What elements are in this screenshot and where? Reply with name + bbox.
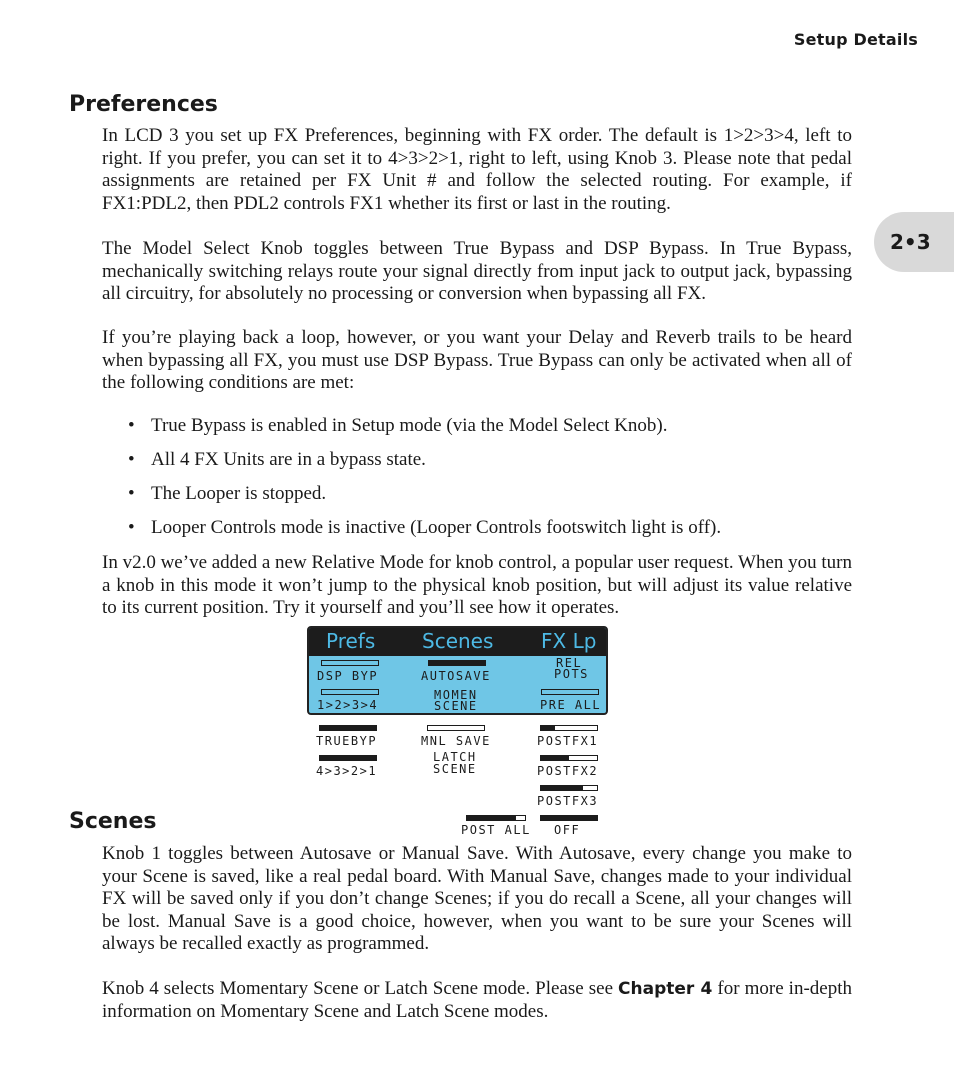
scenes-p2-rest: for more in-depth information on Momentary Scene and Latch Scene modes.	[102, 978, 852, 1022]
alt-postfx1: POSTFX1	[537, 734, 599, 748]
postfx2-fill	[541, 756, 569, 760]
lcd-tab-scenes: Scenes	[422, 629, 494, 653]
pref-paragraph-3: If you’re playing back a loop, however, or you want your Delay and Reverb trails to be heard when bypassing all FX, you must use DSP Bypass. True Bypass can only be activated when all of the following conditions are met:	[102, 327, 852, 394]
relative-mode-paragraph: In v2.0 we’ve added a new Relative Mode for knob control, a popular user request. When you turn a knob in this mode it won’t jump to the physical knob position, but will adjust its value relative to its current position. Try it yourself and you’ll see how it operates.	[102, 552, 852, 619]
lcd-title-bar	[309, 628, 606, 656]
lcd-pre-all: PRE ALL	[540, 698, 602, 712]
conditions-list	[128, 414, 721, 550]
order-bar	[321, 689, 379, 695]
alt-reverse-order: 4>3>2>1	[316, 764, 378, 778]
postfx3-fill	[541, 786, 583, 790]
page-number: 2•3	[890, 230, 931, 254]
lcd-tab-fx-lp: FX Lp	[541, 629, 597, 653]
post-all-fill	[467, 816, 516, 820]
lcd-rel: REL	[556, 656, 583, 670]
lcd-momen: MOMEN	[434, 688, 478, 702]
lcd-pots: POTS	[554, 667, 589, 681]
running-header: Setup Details	[793, 30, 918, 49]
scenes-paragraph-2	[102, 978, 852, 1023]
truebyp-bar	[319, 725, 377, 731]
alt-postfx2: POSTFX2	[537, 764, 599, 778]
alt-off: OFF	[554, 823, 581, 837]
autosave-bar	[428, 660, 486, 666]
reverse-order-bar	[319, 755, 377, 761]
lcd-scene: SCENE	[434, 699, 478, 713]
list-item: • All 4 FX Units are in a bypass state.	[128, 448, 721, 482]
alt-mnl-save: MNL SAVE	[421, 734, 491, 748]
postfx1-bar	[540, 725, 598, 731]
alt-latch: LATCH	[433, 750, 477, 764]
list-item: • The Looper is stopped.	[128, 482, 721, 516]
postfx3-bar	[540, 785, 598, 791]
list-item: • True Bypass is enabled in Setup mode (via the Model Select Knob).	[128, 414, 721, 448]
pre-all-bar	[541, 689, 599, 695]
pref-paragraph-2: The Model Select Knob toggles between True Bypass and DSP Bypass. In True Bypass, mechanically switching relays route your signal directly from input jack to output jack, bypassing all circuitry, for absolutely no processing or conversion when bypassing all FX.	[102, 238, 852, 305]
mnl-save-bar	[427, 725, 485, 731]
chapter-4-reference: Chapter 4	[618, 979, 713, 999]
scenes-paragraph-1: Knob 1 toggles between Autosave or Manual Save. With Autosave, every change you make to your Scene is saved, like a real pedal board. With Manual Save, changes made to your individual FX will be saved only if you don’t change Scenes; if you do recall a Scene, all your changes will be lost. Manual Save is a good choice, however, when you want to be sure your Scenes will always be recalled exactly as programmed.	[102, 843, 852, 955]
alt-post-all: POST ALL	[461, 823, 531, 837]
postfx2-bar	[540, 755, 598, 761]
postfx1-fill	[541, 726, 555, 730]
lcd-autosave: AUTOSAVE	[421, 669, 491, 683]
lcd-screen	[307, 626, 608, 715]
off-fill	[541, 816, 597, 820]
post-all-bar	[466, 815, 526, 821]
scenes-p2-text: Knob 4 selects Momentary Scene or Latch Scene mode. Please see	[102, 978, 619, 999]
dsp-byp-bar	[321, 660, 379, 666]
off-bar	[540, 815, 598, 821]
page-tab	[874, 212, 954, 272]
preferences-heading: Preferences	[69, 92, 218, 117]
lcd-dsp-byp: DSP BYP	[317, 669, 379, 683]
scenes-heading: Scenes	[69, 809, 157, 834]
alt-postfx3: POSTFX3	[537, 794, 599, 808]
lcd-tab-prefs: Prefs	[326, 629, 376, 653]
lcd-order: 1>2>3>4	[317, 698, 379, 712]
alt-latch-scene: SCENE	[433, 762, 477, 776]
alt-truebyp: TRUEBYP	[316, 734, 378, 748]
list-item: • Looper Controls mode is inactive (Looper Controls footswitch light is off).	[128, 516, 721, 550]
pref-paragraph-1: In LCD 3 you set up FX Preferences, beginning with FX order. The default is 1>2>3>4, left to right. If you prefer, you can set it to 4>3>2>1, right to left, using Knob 3. Please note that pedal assignments are retained per FX Unit # and follow the selected routing. For example, if FX1:PDL2, then PDL2 controls FX1 whether its first or last in the routing.	[102, 125, 852, 214]
